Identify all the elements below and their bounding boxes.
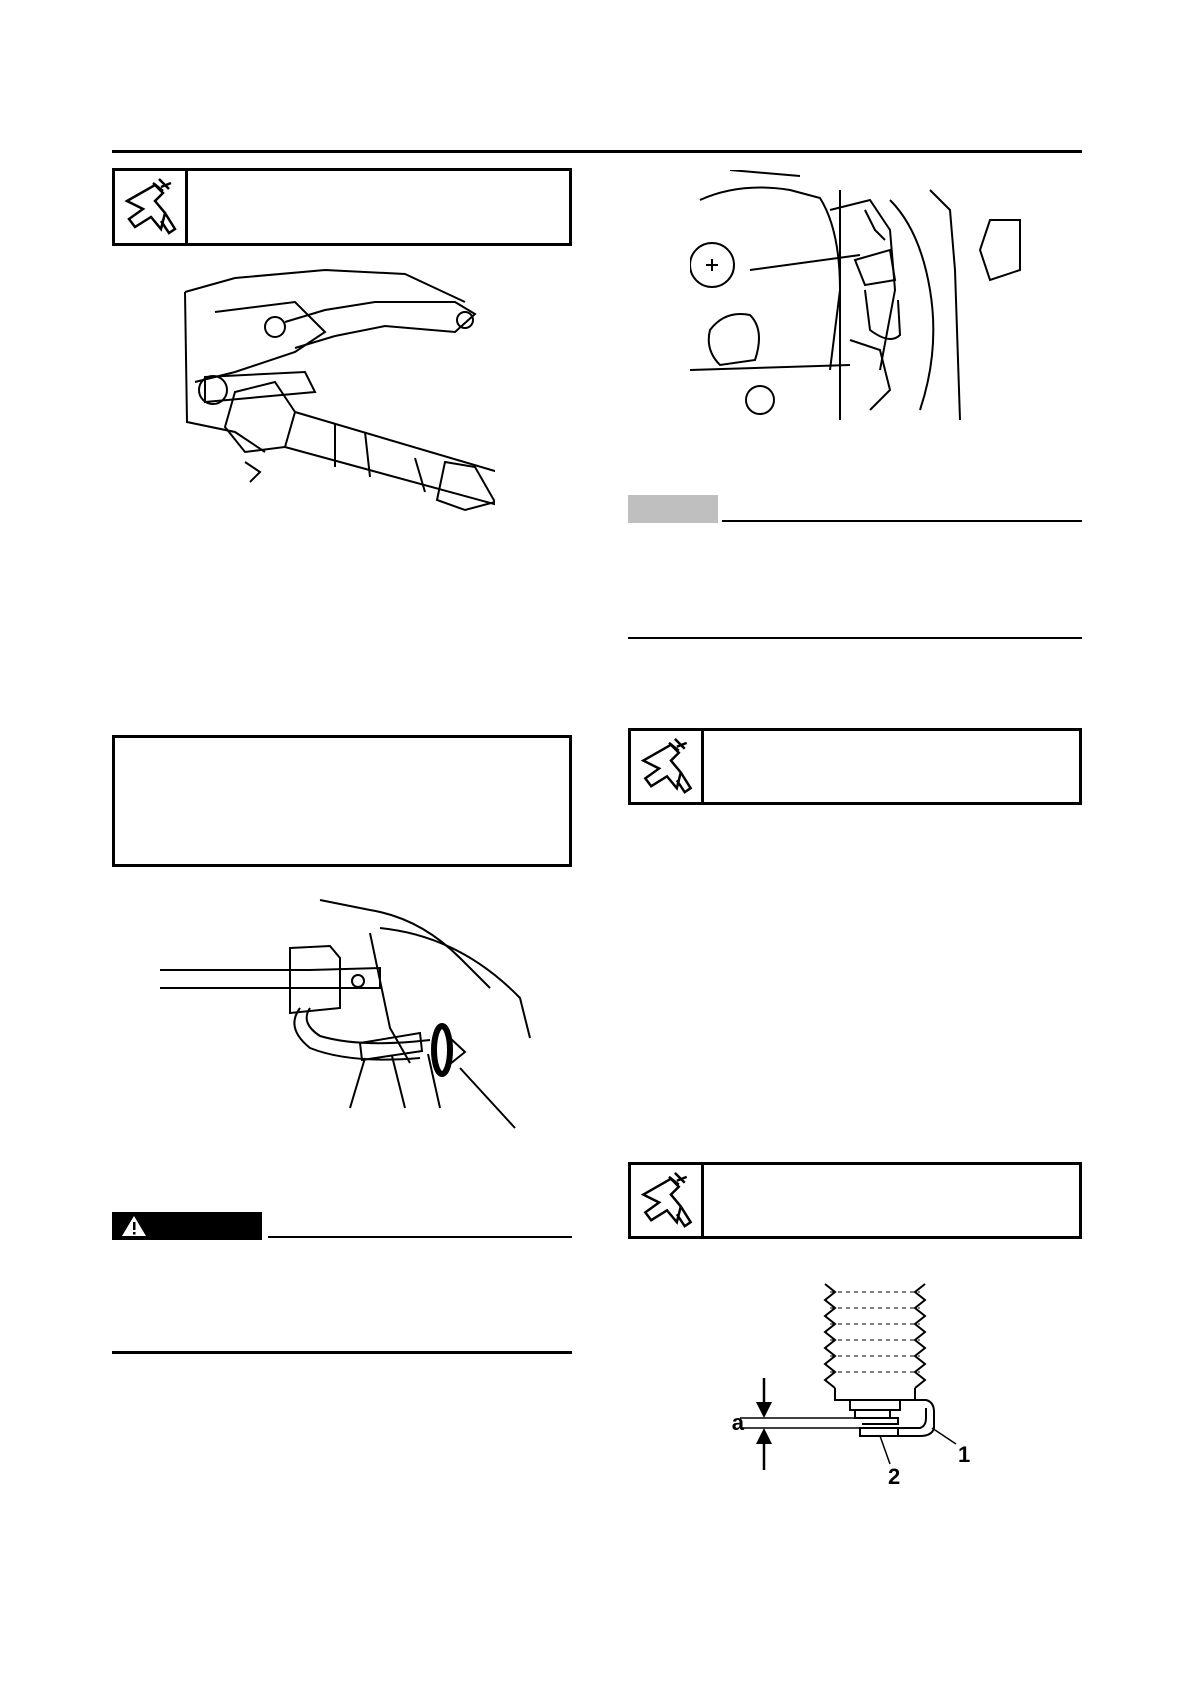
spec-box-3 [628, 1162, 1082, 1239]
callout-a: a [731, 1410, 744, 1435]
spec-box-2 [628, 728, 1082, 805]
warning-rule [268, 1236, 572, 1238]
spec-box-1 [112, 168, 572, 246]
clutch-lever-illustration [175, 262, 495, 512]
caliper-wrench-icon [631, 1165, 704, 1236]
engine-cable-illustration [690, 170, 1030, 430]
callout-1: 1 [958, 1442, 971, 1467]
note-end-rule [628, 637, 1082, 639]
caliper-wrench-icon [631, 731, 704, 802]
note-label [628, 495, 718, 523]
throttle-cable-illustration [160, 888, 540, 1138]
warning-end-rule [112, 1351, 572, 1354]
warning-triangle-icon [112, 1212, 262, 1240]
info-box [112, 735, 572, 867]
caliper-wrench-icon [115, 171, 188, 243]
callout-2: 2 [888, 1464, 901, 1488]
spark-plug-gap-diagram [720, 1278, 980, 1488]
header-rule [112, 150, 1082, 153]
warning-label [112, 1212, 262, 1240]
note-rule [722, 520, 1082, 522]
